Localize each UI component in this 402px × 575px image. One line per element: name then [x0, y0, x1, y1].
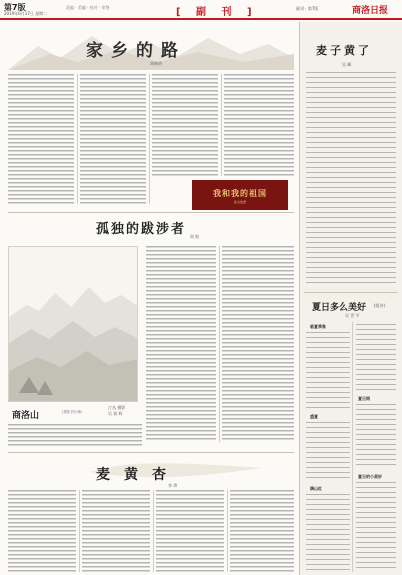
- poem-two-title: 夏日多么美好: [312, 303, 367, 313]
- issue-date: 2019年6月17日 星期二: [4, 11, 48, 16]
- mountain-photo: [8, 246, 138, 402]
- article-main-column-4: [224, 74, 294, 176]
- article-second-column-1: [146, 246, 216, 442]
- article-third-title: 麦黄杏: [96, 467, 180, 483]
- poem-section-body: [306, 332, 350, 408]
- poem-section-heading: 盛夏: [310, 414, 318, 419]
- paper-info: 副刊 · 第7版: [296, 6, 319, 11]
- poem-section-body: [356, 482, 396, 570]
- photo-credit-line1: 汀丛 摄影: [108, 405, 126, 410]
- poem-section-heading: 满山红: [310, 486, 322, 491]
- page-header: [0, 0, 402, 20]
- photo-credit-line2: 吴 春 辉: [108, 411, 123, 416]
- poem-section-body: [306, 494, 350, 570]
- article-third-column-1: [8, 490, 76, 572]
- photo-credit: [108, 405, 125, 417]
- photo-note: (摄影刘长峰): [62, 410, 83, 414]
- poem-one-author: 吴 峰: [342, 62, 352, 67]
- article-second-column-2: [222, 246, 294, 442]
- article-main-author: 周新明: [150, 61, 162, 66]
- poem-section-heading: 临夏季象: [310, 324, 326, 329]
- poem-one-title: 麦子黄了: [316, 44, 372, 57]
- poem-section-body: [356, 404, 396, 468]
- masthead-logo: 商洛日报: [352, 6, 389, 16]
- poem-two-author: 吴 世 平: [345, 313, 360, 318]
- editor-meta: 责编 · 美编 · 校对 · 审签: [66, 5, 110, 10]
- article-second-title: 孤独的跋涉者: [96, 222, 187, 237]
- page-number: 第7版: [4, 3, 26, 12]
- poem-section-body: [356, 324, 396, 390]
- poem-one-body: [306, 72, 396, 284]
- article-main-title: 家乡的路: [86, 41, 186, 61]
- article-third-column-2: [82, 490, 150, 572]
- article-second-column-3: [8, 424, 142, 446]
- article-main-column-1: [8, 74, 74, 204]
- banner-subtitle: 征文选登: [233, 200, 246, 204]
- poem-two-subtitle: (组诗): [374, 303, 386, 308]
- banner-title: 我和我的祖国: [213, 189, 267, 198]
- poem-section-body: [306, 422, 350, 478]
- article-third-column-4: [230, 490, 294, 572]
- poem-section-heading: 夏日雨: [358, 396, 370, 401]
- article-main-column-3: [152, 74, 218, 176]
- section-title: [ 副 刊 ]: [176, 7, 258, 18]
- article-third-column-3: [156, 490, 224, 572]
- article-second-author: 周 舫: [190, 234, 200, 239]
- poem-section-heading: 夏日的小美好: [358, 474, 382, 479]
- campaign-banner: [192, 180, 288, 210]
- article-third-author: 李 珍: [168, 483, 178, 488]
- article-main-column-2: [80, 74, 146, 204]
- photo-caption: 商洛山: [12, 411, 40, 421]
